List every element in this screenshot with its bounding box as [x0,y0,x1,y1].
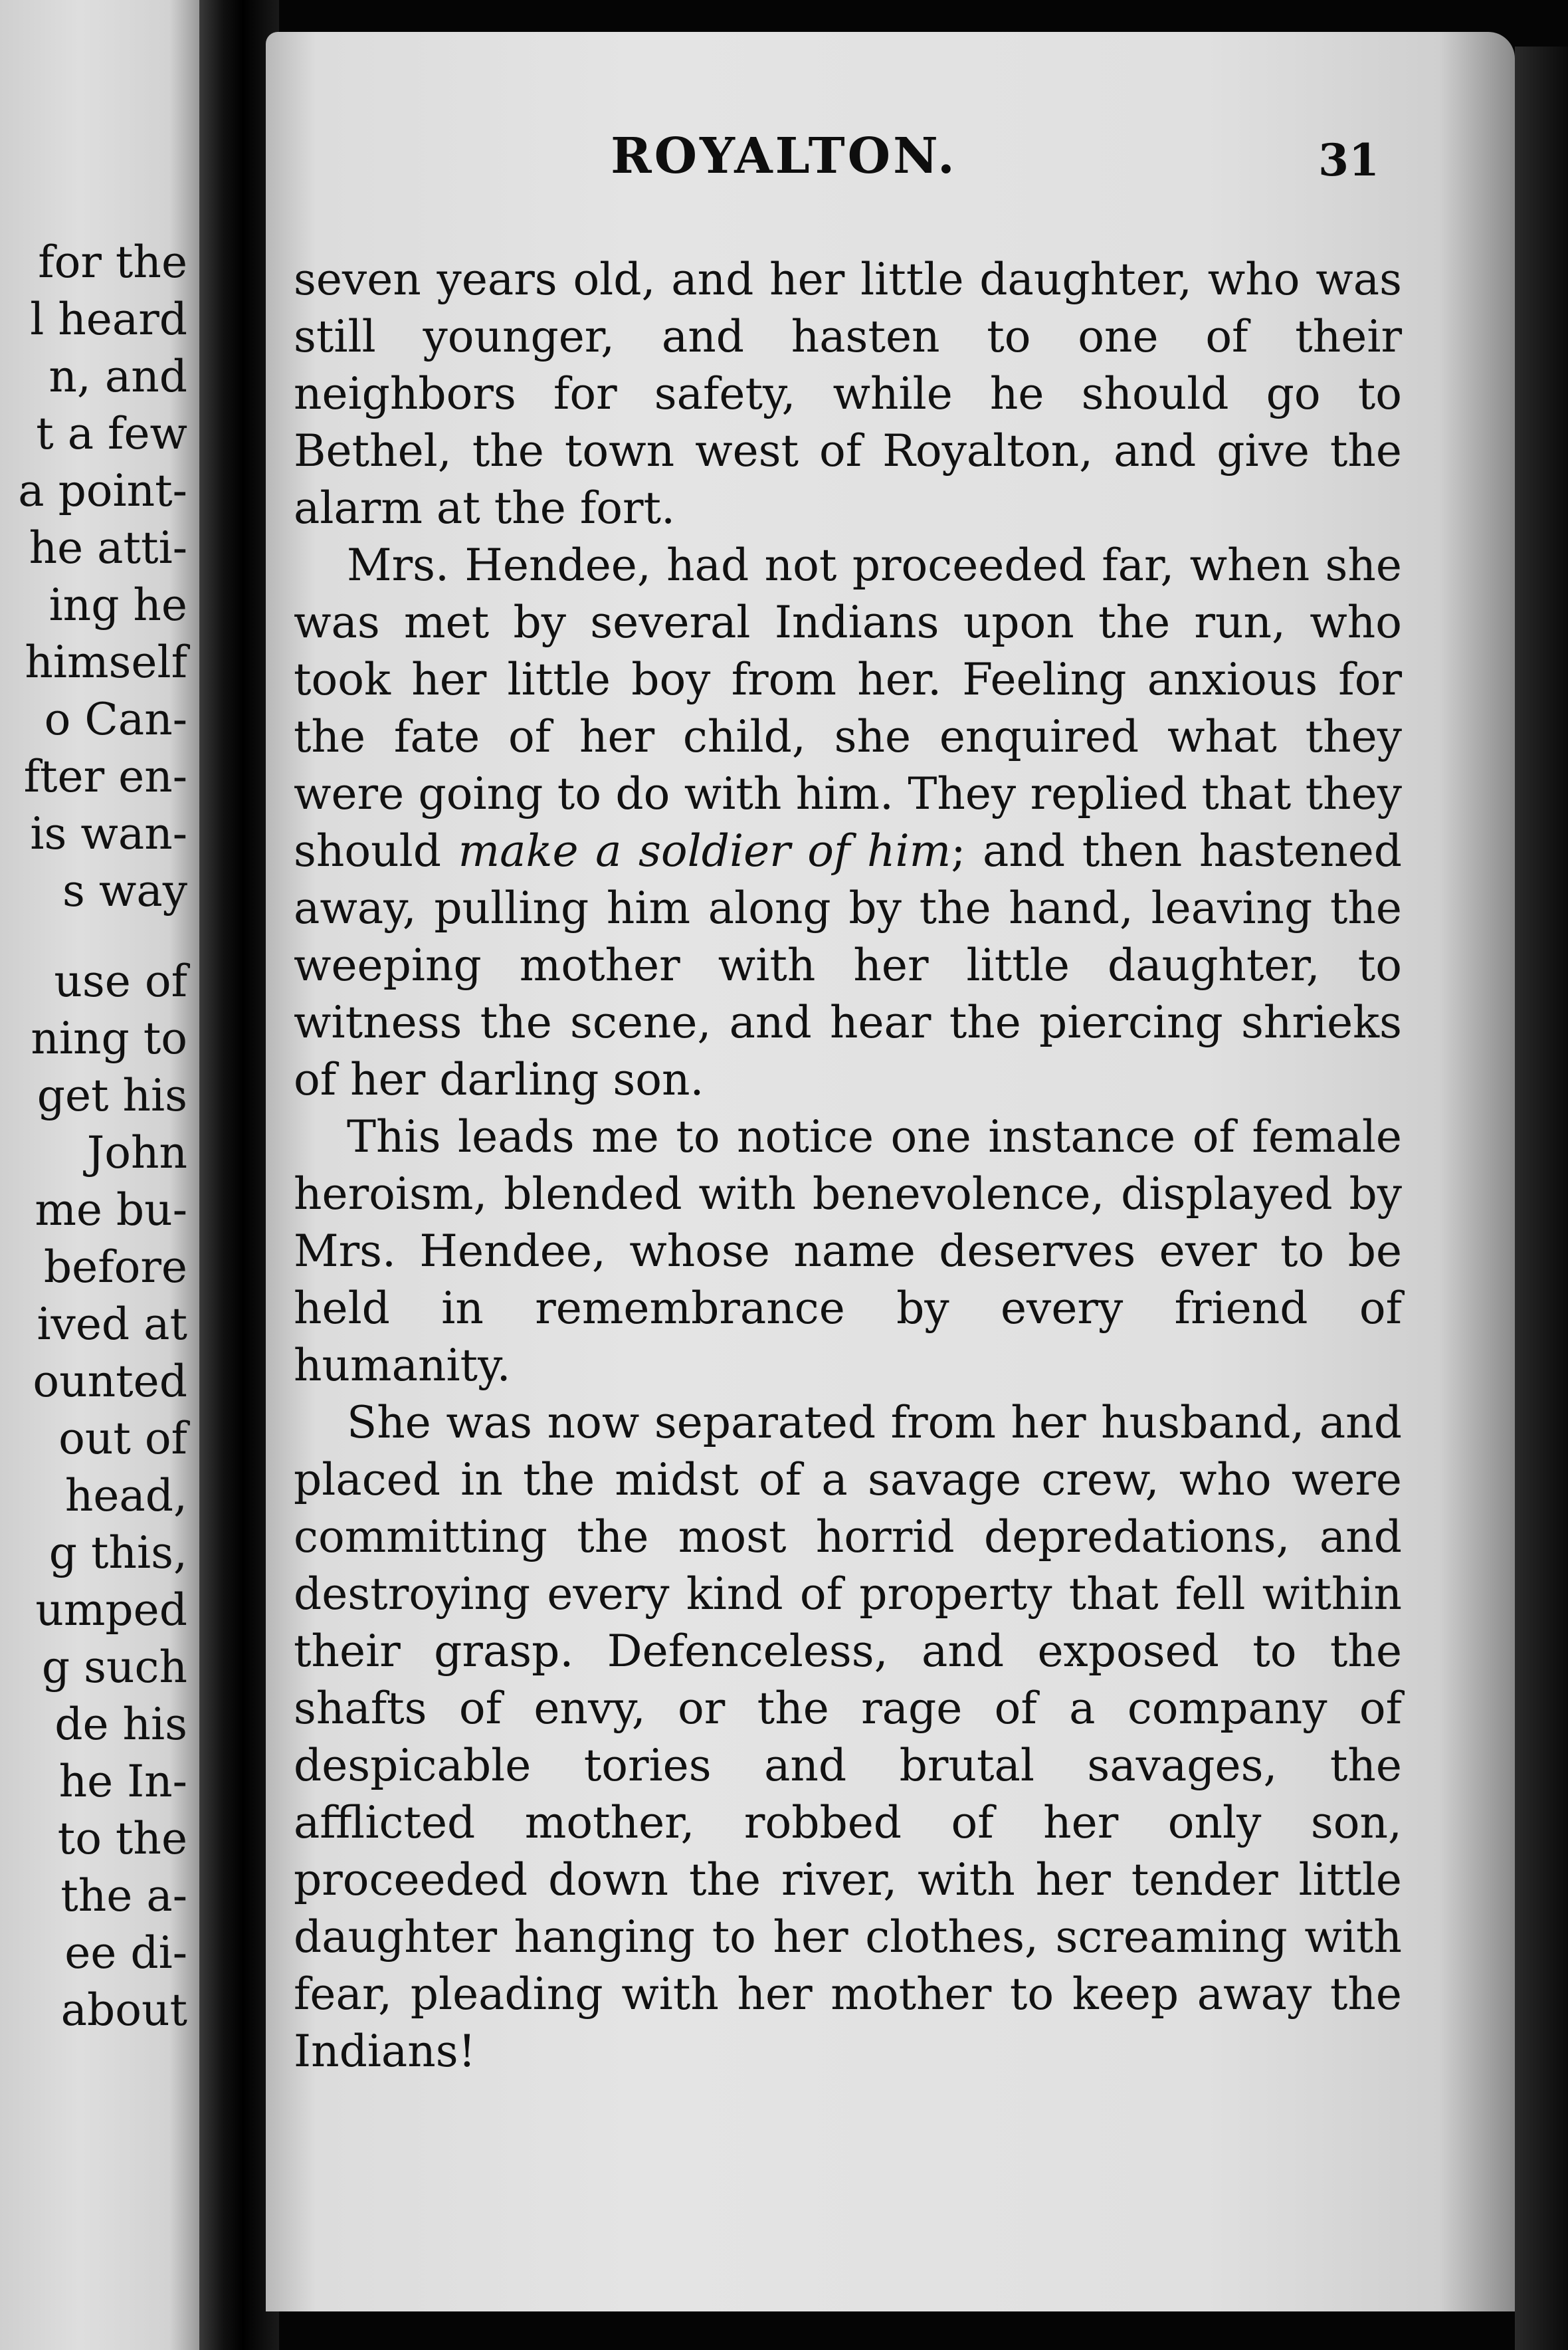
left-page-text-fragments [0,234,187,2039]
body-text [294,251,1402,2080]
left-fragment-line: he atti- [29,522,187,574]
paragraph-2-text: Mrs. Hendee, had not proceeded far, when she was met by several Indians upon the run, who took her little boy from her. Feeling anxious for the fate of her child, she enquired what they were going to do with him. They replied that they should [294,540,1402,877]
left-fragment-line: about [60,1984,187,2036]
paragraph-2 [294,537,1402,1109]
right-page [266,32,1515,2311]
left-fragment-line: out of [58,1413,187,1464]
left-fragment-gap [0,920,187,953]
left-fragment-line: s way [62,865,187,916]
left-fragment-line: ning to [31,1013,187,1064]
left-fragment-line: for the [38,237,187,288]
left-fragment-line: head, [64,1470,187,1521]
left-fragment-line: de his [54,1699,187,1750]
left-fragment-line: ived at [37,1299,187,1350]
left-fragment-line: ee di- [64,1927,187,1978]
paragraph-4: She was now separated from her husband, and placed in the midst of a savage crew, who were committing the most horrid depredations, and destroying every kind of property that fell within their grasp. Defenceless, and exposed to the shafts of envy, or the rage of a company of despicable tories and brutal savages, the afflicted mother, robbed of her only son, proceeded down the river, with her tender little daughter hanging to her clothes, screaming with fear, pleading with her mother to keep away the Indians! [294,1397,1402,2077]
paragraph-2-text-end: ; and then hastened away, pulling him along by the hand, leaving the weeping mother with her little daughter, to witness the scene, and hear the piercing shrieks of her darling son. [294,825,1403,1105]
page-header-title: ROYALTON. [611,128,957,185]
left-fragment-line: before [43,1241,187,1293]
left-fragment-line: n, and [49,351,187,402]
left-fragment-line: get his [37,1070,187,1121]
left-fragment-line: me bu- [35,1184,187,1235]
left-fragment-line: o Can- [44,694,187,745]
left-fragment-line: the a- [60,1870,187,1921]
left-fragment-line: ounted [33,1356,187,1407]
left-facing-page [0,0,199,2350]
left-fragment-line: a point- [18,465,187,516]
left-fragment-line: l heard [30,294,187,345]
italic-phrase: make a soldier of him [458,825,951,877]
running-head [266,120,1515,193]
left-fragment-line: g this, [49,1527,187,1578]
paragraph-1: seven years old, and her little daughter, who was still younger, and hasten to one of their neighbors for safety, while he should go to Bethel, the town west of Royalton, and give the alarm at the fort. [294,254,1402,534]
left-fragment-line: he In- [58,1756,187,1807]
page-edge-shadow [1515,47,1568,2350]
left-fragment-line: ing he [49,580,187,631]
paragraph-3: This leads me to notice one instance of female heroism, blended with benevolence, displayed by Mrs. Hendee, whose name deserves ever to be held in remembrance by every friend of humanity. [294,1111,1402,1391]
left-fragment-line: to the [57,1813,187,1864]
left-fragment-line: fter en- [23,751,187,802]
left-fragment-line: John [86,1127,187,1178]
page-number: 31 [1318,134,1379,186]
left-fragment-line: himself [25,637,187,688]
left-fragment-line: umped [35,1584,187,1636]
left-fragment-line: g such [41,1642,187,1693]
left-fragment-line: is wan- [30,808,187,859]
left-fragment-line: t a few [36,408,187,459]
left-fragment-line: use of [54,956,187,1007]
